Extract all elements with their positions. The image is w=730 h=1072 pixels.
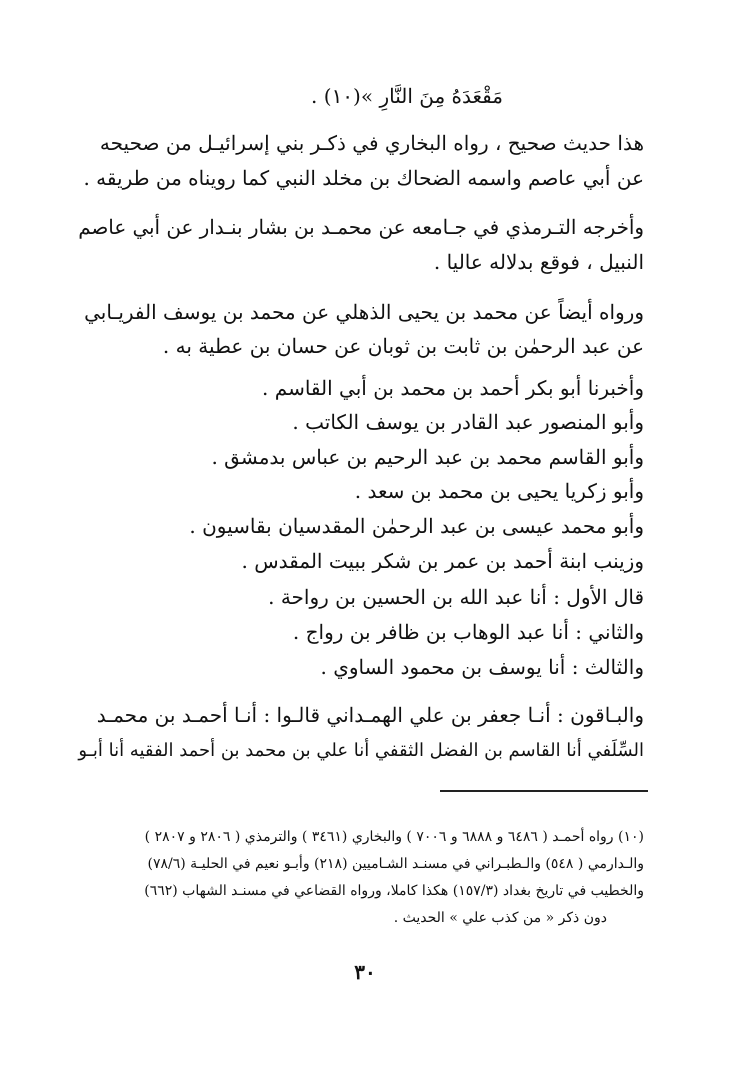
text-line-1: مَقْعَدَهُ مِنَ النَّارِ »(١٠) . — [311, 84, 503, 108]
text-line-13: وزينب ابنة أحمد بن عمر بن شكر ببيت المقدس . — [241, 549, 644, 573]
text-line-11: وأبو زكريا يحيى بن محمد بن سعد . — [354, 479, 644, 503]
footnote-line-1: (١٠) رواه أحمـد ( ٦٤٨٦ و ٦٨٨٨ و ٧٠٠٦ ) والبخاري (٣٤٦١ ) والترمذي ( ٢٨٠٦ و ٢٨٠٧ ) — [144, 829, 644, 845]
text-line-14: قال الأول : أنا عبد الله بن الحسين بن رواحة . — [268, 585, 644, 609]
footnote-line-4: دون ذكر « من كذب علي » الحديث . — [393, 910, 607, 926]
text-line-5: النبيل ، فوقع بدلاله عاليا . — [433, 250, 644, 274]
text-line-4: وأخرجه التـرمذي في جـامعه عن محمـد بن بشار بنـدار عن أبي عاصم — [78, 216, 644, 239]
text-line-9: وأبو المنصور عبد القادر بن يوسف الكاتب . — [292, 410, 644, 434]
text-line-10: وأبو القاسم محمد بن عبد الرحيم بن عباس بدمشق . — [211, 445, 644, 469]
page-number: ٣٠ — [354, 960, 376, 984]
text-line-2: هذا حديث صحيح ، رواه البخاري في ذكـر بني إسرائيـل من صحيحه — [99, 131, 644, 155]
text-line-6: ورواه أيضاً عن محمد بن يحيى الذهلي عن محمد بن يوسف الفريـابي — [84, 300, 644, 324]
text-line-7: عن عبد الرحمٰن بن ثابت بن ثوبان عن حسان بن عطية به . — [162, 334, 644, 358]
text-line-17: والبـاقون : أنـا جعفر بن علي الهمـداني قالـوا : أنـا أحمـد بن محمـد — [96, 703, 644, 727]
text-line-3: عن أبي عاصم واسمه الضحاك بن مخلد النبي كما رويناه من طريقه . — [83, 166, 644, 190]
footnote-separator — [440, 790, 648, 792]
footnote-line-3: والخطيب في تاريخ بغداد (١٥٧/٣) هكذا كاملا، ورواه القضاعي في مسنـد الشهاب (٦٦٢) — [144, 883, 644, 899]
text-line-8: وأخبرنا أبو بكر أحمد بن محمد بن أبي القاسم . — [262, 376, 644, 400]
text-line-15: والثاني : أنا عبد الوهاب بن ظافر بن رواج . — [292, 620, 644, 644]
text-line-12: وأبو محمد عيسى بن عبد الرحمٰن المقدسيان بقاسيون . — [189, 514, 644, 538]
footnote-line-2: والـدارمي ( ٥٤٨) والـطبـراني في مسنـد الشـاميين (٢١٨) وأبـو نعيم في الحليـة (٧٨/٦) — [147, 856, 644, 872]
text-line-18: السِّلَفي أنا القاسم بن الفضل الثقفي أنا علي بن محمد بن أحمد الفقيه أنا أبـو — [78, 740, 644, 761]
text-line-16: والثالث : أنا يوسف بن محمود الساوي . — [320, 655, 644, 679]
